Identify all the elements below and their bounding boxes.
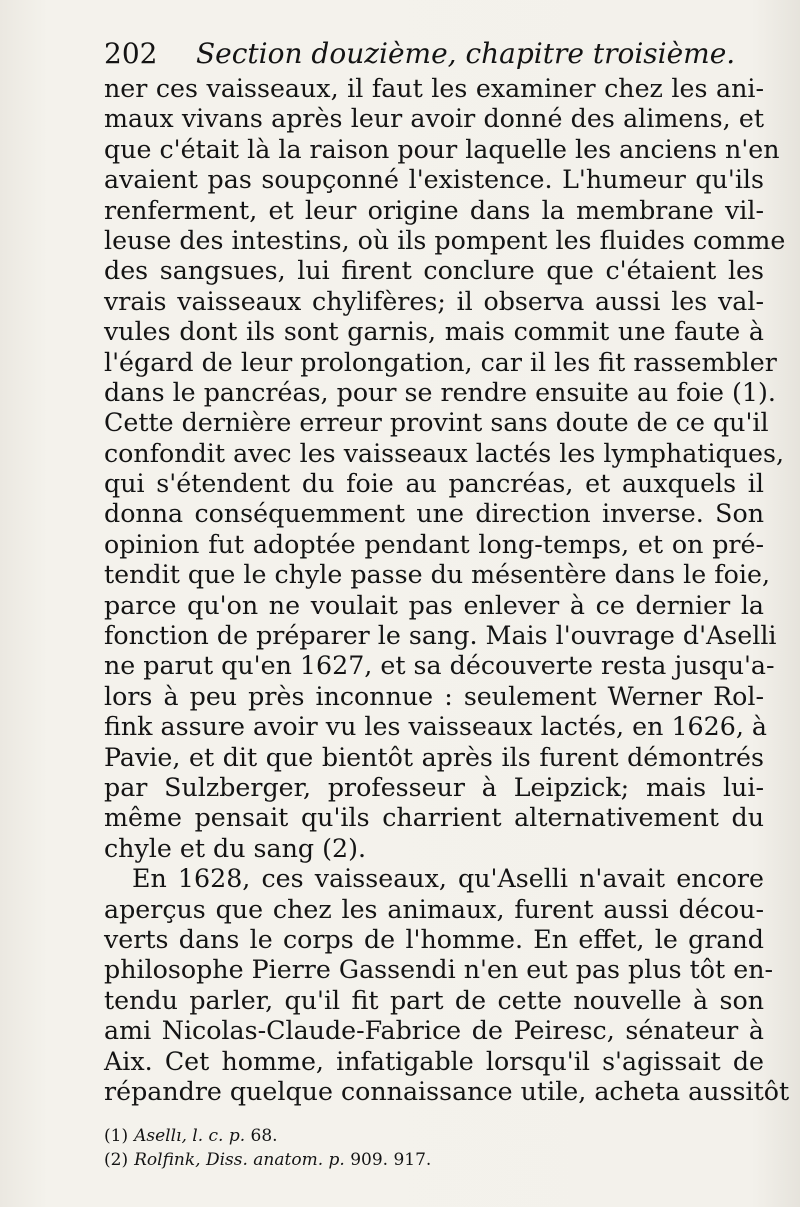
footnote-reference: Rolfink, Diss. anatom. p. bbox=[134, 1150, 345, 1170]
footnote-mark: (2) bbox=[104, 1150, 129, 1170]
text-line: fink assure avoir vu les vaisseaux lactés, en 1626, à bbox=[104, 712, 767, 742]
footnote bbox=[104, 1124, 764, 1148]
text-line: opinion fut adoptée pendant long-temps, et on pré- bbox=[104, 529, 764, 559]
footnote-reference: Asellı, l. c. p. bbox=[134, 1126, 246, 1146]
text-line: dans le pancréas, pour se rendre ensuite au foie (1). bbox=[104, 377, 776, 407]
text-line: ami Nicolas-Claude-Fabrice de Peiresc, sénateur à bbox=[104, 1016, 764, 1046]
text-line: fonction de préparer le sang. Mais l'ouvrage d'Aselli bbox=[104, 621, 777, 651]
text-line: maux vivans après leur avoir donné des alimens, et bbox=[104, 104, 764, 134]
body-text bbox=[104, 74, 790, 1107]
text-line: ner ces vaisseaux, il faut les examiner chez les ani- bbox=[104, 74, 764, 103]
running-title: Section douzième, chapitre troisième. bbox=[196, 37, 736, 70]
text-line: par Sulzberger, professeur à Leipzick; mais lui- bbox=[104, 772, 764, 802]
text-line: En 1628, ces vaisseaux, qu'Aselli n'avait encore bbox=[132, 864, 764, 894]
text-line: Pavie, et dit que bientôt après ils furent démontrés bbox=[104, 742, 764, 772]
text-line: Cette dernière erreur provint sans doute de ce qu'il bbox=[104, 408, 769, 438]
text-line: philosophe Pierre Gassendi n'en eut pas plus tôt en- bbox=[104, 955, 774, 985]
text-line: vules dont ils sont garnis, mais commit une faute à bbox=[104, 317, 764, 347]
footnote bbox=[104, 1148, 764, 1172]
text-line: que c'était là la raison pour laquelle les anciens n'en bbox=[104, 134, 780, 164]
text-line: leuse des intestins, où ils pompent les fluides comme bbox=[104, 225, 786, 255]
text-line: parce qu'on ne voulait pas enlever à ce dernier la bbox=[104, 590, 764, 620]
text-line: renferment, et leur origine dans la membrane vil- bbox=[104, 195, 764, 225]
text-line: chyle et du sang (2). bbox=[104, 833, 367, 863]
text-line: donna conséquemment une direction inverse. Son bbox=[104, 499, 764, 529]
footnote-mark: (1) bbox=[104, 1126, 129, 1146]
text-line: avaient pas soupçonné l'existence. L'humeur qu'ils bbox=[104, 165, 764, 195]
text-line: tendu parler, qu'il fit part de cette nouvelle à son bbox=[104, 985, 764, 1015]
text-line: Aix. Cet homme, infatigable lorsqu'il s'agissait de bbox=[104, 1046, 764, 1076]
text-line: répandre quelque connaissance utile, acheta aussitôt bbox=[104, 1076, 790, 1106]
footnote-pages: 68. bbox=[250, 1126, 278, 1146]
page-number: 202 bbox=[104, 37, 158, 70]
footnote-pages: 909. 917. bbox=[350, 1150, 432, 1170]
text-line: vrais vaisseaux chylifères; il observa aussi les val- bbox=[104, 286, 764, 316]
text-line: aperçus que chez les animaux, furent aussi décou- bbox=[104, 894, 764, 924]
text-line: même pensait qu'ils charrient alternativement du bbox=[104, 803, 764, 833]
text-line: l'égard de leur prolongation, car il les fit rassembler bbox=[104, 347, 777, 377]
text-line: tendit que le chyle passe du mésentère dans le foie, bbox=[104, 560, 770, 590]
text-line: confondit avec les vaisseaux lactés les lymphatiques, bbox=[104, 438, 785, 468]
text-line: des sangsues, lui firent conclure que c'étaient les bbox=[104, 256, 764, 286]
text-line: ne parut qu'en 1627, et sa découverte resta jusqu'a- bbox=[104, 651, 775, 681]
footnotes bbox=[104, 1124, 764, 1172]
text-line: lors à peu près inconnue : seulement Werner Rol- bbox=[104, 681, 764, 711]
page-header bbox=[104, 34, 764, 74]
text-line: verts dans le corps de l'homme. En effet, le grand bbox=[104, 924, 764, 954]
text-line: qui s'étendent du foie au pancréas, et auxquels il bbox=[104, 469, 764, 499]
